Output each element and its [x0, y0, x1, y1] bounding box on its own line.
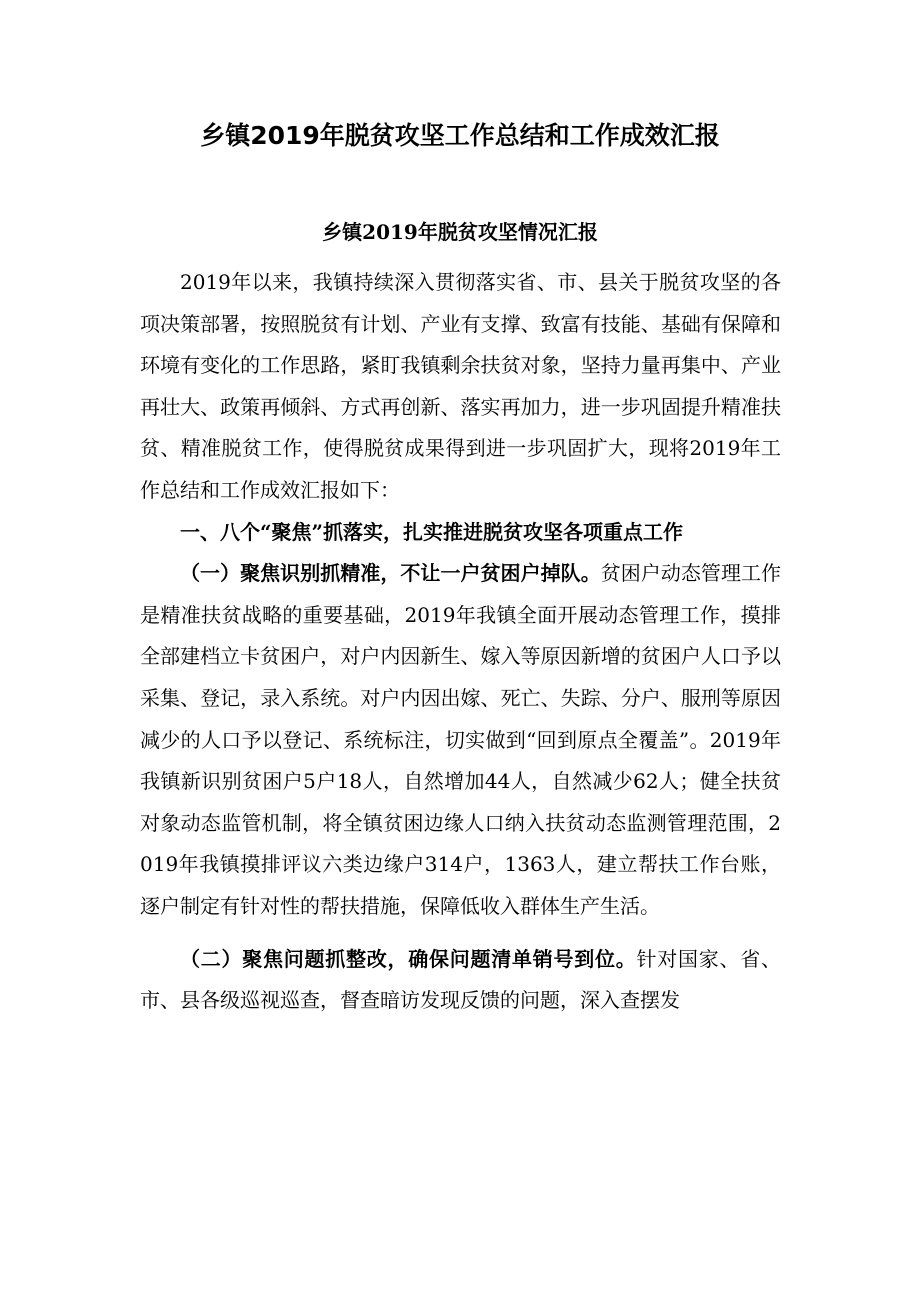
document-body [140, 262, 781, 1022]
item-2-text: 针对国家、省、市、县各级巡视巡查，督查暗访发现反馈的问题，深入查摆发 [140, 946, 781, 1013]
item-1-paragraph [140, 553, 781, 927]
intro-paragraph: 2019年以来，我镇持续深入贯彻落实省、市、县关于脱贫攻坚的各项决策部署，按照脱贫有计划、产业有支撑、致富有技能、基础有保障和环境有变化的工作思路，紧盯我镇剩余扶贫对象，坚持力量再集中、产业再壮大、政策再倾斜、方式再创新、落实再加力，进一步巩固提升精准扶贫、精准脱贫工作，使得脱贫成果得到进一步巩固扩大，现将2019年工作总结和工作成效汇报如下： [140, 270, 781, 502]
item-2-paragraph [140, 939, 781, 1022]
item-2-lead: （二）聚焦问题抓整改，确保问题清单销号到位。 [180, 946, 637, 971]
document-title: 乡镇2019年脱贫攻坚工作总结和工作成效汇报 [200, 121, 720, 150]
section-1-heading: 一、八个“聚焦”抓落实，扎实推进脱贫攻坚各项重点工作 [180, 519, 684, 544]
item-1-text: 贫困户动态管理工作是精准扶贫战略的重要基础，2019年我镇全面开展动态管理工作，摸排全部建档立卡贫困户，对户内因新生、嫁入等原因新增的贫困户人口予以采集、登记，录入系统。对户内因出嫁、死亡、失踪、分户、服刑等原因减少的人口予以登记、系统标注，切实做到“回到原点全覆盖”。2019年我镇新识别贫困户5户18人，自然增加44人，自然减少62人；健全扶贫对象动态监管机制，将全镇贫困边缘人口纳入扶贫动态监测管理范围，2019年我镇摸排评议六类边缘户314户，1363人，建立帮扶工作台账，逐户制定有针对性的帮扶措施，保障低收入群体生产生活。 [140, 561, 782, 918]
document-subtitle: 乡镇2019年脱贫攻坚情况汇报 [322, 220, 598, 244]
item-1-lead: （一）聚焦识别抓精准，不让一户贫困户掉队。 [180, 561, 601, 586]
